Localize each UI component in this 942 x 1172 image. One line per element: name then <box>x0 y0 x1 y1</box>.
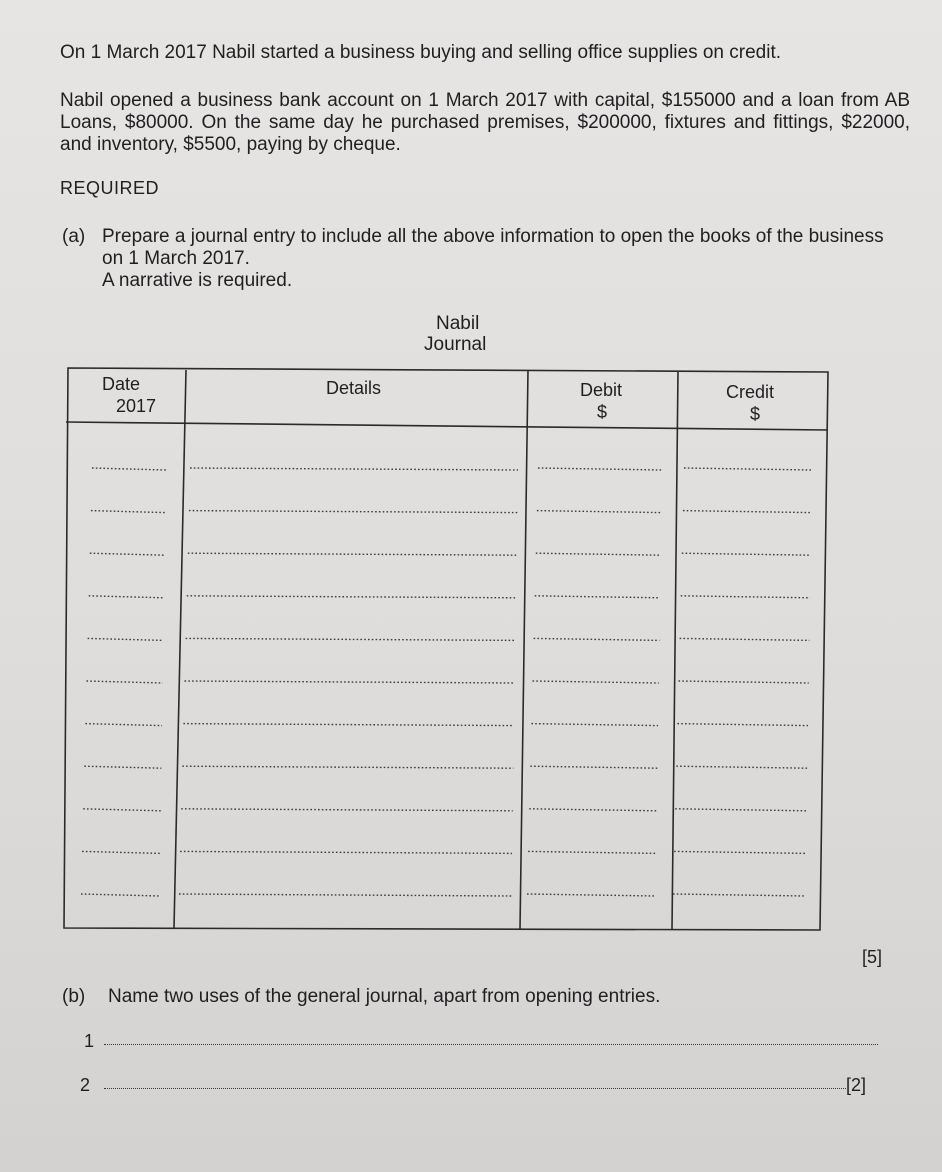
answer-line-credit-row-7[interactable] <box>677 724 808 726</box>
answer-line-date-row-10[interactable] <box>82 851 160 853</box>
question-a-line-2: on 1 March 2017. <box>102 248 250 269</box>
answer-line-date-row-2[interactable] <box>91 511 165 513</box>
answer-line-credit-row-8[interactable] <box>676 766 807 768</box>
answer-line-credit-row-3[interactable] <box>682 553 811 555</box>
journal-title: Journal <box>424 334 487 355</box>
question-a-marks: [5] <box>862 947 883 967</box>
answer-line-credit-row-1[interactable] <box>684 468 812 470</box>
answer-line-details-row-11[interactable] <box>179 894 511 896</box>
answer-line-date-row-3[interactable] <box>90 553 165 555</box>
details-column-line <box>520 370 528 929</box>
answer-line-details-row-3[interactable] <box>188 553 517 555</box>
header-credit-currency: $ <box>750 404 761 424</box>
answer-line-credit-row-4[interactable] <box>681 596 810 598</box>
answer-1-number: 1 <box>84 1031 95 1051</box>
header-divider <box>66 422 828 430</box>
debit-column-line <box>672 371 678 929</box>
answer-line-date-row-9[interactable] <box>83 809 161 811</box>
answer-line-date-row-1[interactable] <box>92 468 166 470</box>
answer-line-details-row-5[interactable] <box>186 638 516 640</box>
answer-line-debit-row-11[interactable] <box>527 894 655 896</box>
answer-line-date-row-5[interactable] <box>88 638 164 640</box>
answer-line-details-row-2[interactable] <box>189 511 517 513</box>
answer-line-debit-row-10[interactable] <box>528 851 656 853</box>
answer-line-credit-row-2[interactable] <box>683 511 811 513</box>
header-date: Date <box>102 374 141 394</box>
answer-line-details-row-4[interactable] <box>187 596 516 598</box>
answer-line-debit-row-4[interactable] <box>535 596 660 598</box>
answer-2-line[interactable] <box>104 1088 846 1089</box>
answer-line-date-row-11[interactable] <box>81 894 159 896</box>
answer-line-debit-row-2[interactable] <box>537 511 661 513</box>
date-column-line <box>174 370 186 928</box>
answer-line-details-row-9[interactable] <box>181 809 513 811</box>
header-year: 2017 <box>116 396 157 416</box>
answer-line-details-row-7[interactable] <box>183 724 514 726</box>
journal-table <box>62 366 830 932</box>
answer-line-credit-row-11[interactable] <box>673 894 805 896</box>
answer-line-date-row-8[interactable] <box>84 766 161 768</box>
answer-line-debit-row-5[interactable] <box>534 638 660 640</box>
header-details: Details <box>326 378 382 398</box>
answer-line-credit-row-6[interactable] <box>679 681 809 683</box>
answer-line-details-row-8[interactable] <box>182 766 513 768</box>
question-a-label: (a) <box>62 226 86 247</box>
answer-line-details-row-6[interactable] <box>185 681 515 683</box>
answer-line-debit-row-6[interactable] <box>533 681 659 683</box>
question-a-line-3: A narrative is required. <box>102 270 293 291</box>
question-b-label: (b) <box>62 986 86 1007</box>
table-border <box>64 368 828 930</box>
answer-line-details-row-1[interactable] <box>190 468 518 470</box>
intro-line-1: On 1 March 2017 Nabil started a business buying and selling office supplies on credit. <box>60 42 782 63</box>
question-a-line-1: Prepare a journal entry to include all the above information to open the books of the business <box>102 226 884 247</box>
intro-paragraph-2: Nabil opened a business bank account on 1 March 2017 with capital, $155000 and a loan from AB Loans, $80000. On the same day he purchased premises, $200000, fixtures and fittings, $22000, and inventory, $5500, paying by cheque. <box>60 90 910 155</box>
journal-grid <box>62 366 830 932</box>
required-heading: REQUIRED <box>60 178 160 198</box>
header-debit-currency: $ <box>597 402 608 422</box>
answer-line-details-row-10[interactable] <box>180 851 512 853</box>
answer-line-date-row-7[interactable] <box>85 724 162 726</box>
company-name: Nabil <box>436 313 480 334</box>
question-a-text <box>102 226 912 292</box>
answer-line-credit-row-9[interactable] <box>675 809 807 811</box>
answer-lines <box>81 468 812 896</box>
answer-line-debit-row-3[interactable] <box>536 553 661 555</box>
answer-2-number: 2 <box>80 1075 91 1095</box>
header-credit: Credit <box>726 382 775 402</box>
answer-line-debit-row-8[interactable] <box>530 766 657 768</box>
header-debit: Debit <box>580 380 623 400</box>
answer-line-debit-row-9[interactable] <box>529 809 657 811</box>
question-b-marks: [2] <box>846 1075 867 1095</box>
answer-line-date-row-4[interactable] <box>89 596 164 598</box>
answer-line-debit-row-7[interactable] <box>531 724 658 726</box>
answer-1-line[interactable] <box>104 1044 878 1045</box>
answer-line-credit-row-10[interactable] <box>674 851 806 853</box>
answer-line-debit-row-1[interactable] <box>538 468 662 470</box>
answer-line-date-row-6[interactable] <box>87 681 163 683</box>
answer-line-credit-row-5[interactable] <box>680 638 810 640</box>
question-b-text: Name two uses of the general journal, apart from opening entries. <box>108 986 661 1007</box>
